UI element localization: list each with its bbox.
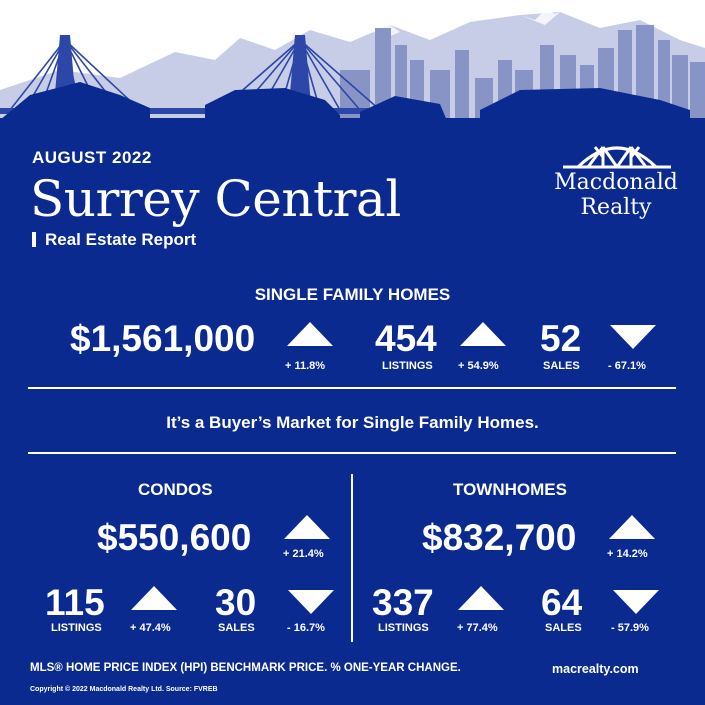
townhomes-listings-change: + 77.4%: [457, 622, 498, 634]
copyright: Copyright © 2022 Macdonald Realty Ltd. Source: FVREB: [30, 686, 218, 693]
listings-up-arrow-icon: [460, 322, 506, 346]
condos-price: $550,600: [97, 517, 252, 558]
condos-sales-down-arrow-icon: [288, 590, 334, 614]
townhomes-price-change: + 14.2%: [607, 548, 648, 560]
logo-wordmark: [546, 170, 686, 220]
report-date: AUGUST 2022: [32, 148, 152, 167]
townhomes-price: $832,700: [422, 517, 577, 558]
footer-note: MLS® HOME PRICE INDEX (HPI) BENCHMARK PRICE. % ONE-YEAR CHANGE.: [30, 662, 461, 674]
townhomes-listings-up-arrow-icon: [458, 586, 504, 610]
single-family-price: $1,561,000: [70, 318, 256, 359]
single-family-price-change: + 11.8%: [285, 360, 326, 372]
sales-down-arrow-icon: [610, 325, 656, 349]
logo-line1: Macdonald: [554, 170, 678, 195]
condos-price-up-arrow-icon: [284, 515, 330, 539]
condos-price-change: + 21.4%: [283, 548, 324, 560]
condos-heading: CONDOS: [138, 480, 213, 499]
townhomes-sales: 64: [541, 582, 583, 623]
condos-listings-label: LISTINGS: [51, 622, 102, 634]
townhomes-heading: TOWNHOMES: [453, 480, 567, 499]
logo-line2: Realty: [580, 195, 652, 220]
townhomes-sales-change: - 57.9%: [611, 622, 649, 634]
condos-sales: 30: [215, 582, 257, 623]
subtitle-bar: [32, 232, 36, 247]
single-family-sales: 52: [540, 318, 582, 359]
website-link[interactable]: macrealty.com: [552, 662, 639, 676]
townhomes-sales-label: SALES: [545, 622, 582, 634]
condos-listings-change: + 47.4%: [130, 622, 171, 634]
townhomes-listings-label: LISTINGS: [378, 622, 429, 634]
townhomes-listings: 337: [372, 582, 434, 623]
report-subtitle: Real Estate Report: [45, 230, 197, 249]
divider-top: [28, 387, 676, 389]
single-family-heading: SINGLE FAMILY HOMES: [254, 285, 451, 304]
single-family-listings-change: + 54.9%: [458, 360, 499, 372]
single-family-listings-label: LISTINGS: [382, 360, 433, 372]
divider-middle: [28, 452, 676, 454]
divider-vertical: [351, 474, 353, 642]
condos-sales-label: SALES: [218, 622, 255, 634]
townhomes-sales-down-arrow-icon: [613, 590, 659, 614]
area-title: Surrey Central: [30, 170, 401, 228]
market-statement: It’s a Buyer’s Market for Single Family Homes.: [166, 413, 539, 432]
price-up-arrow-icon: [287, 322, 333, 346]
single-family-sales-change: - 67.1%: [608, 360, 646, 372]
condos-listings: 115: [45, 582, 105, 623]
condos-listings-up-arrow-icon: [131, 586, 177, 610]
townhomes-price-up-arrow-icon: [609, 515, 655, 539]
single-family-listings: 454: [375, 318, 437, 359]
condos-sales-change: - 16.7%: [287, 622, 325, 634]
single-family-sales-label: SALES: [543, 360, 580, 372]
